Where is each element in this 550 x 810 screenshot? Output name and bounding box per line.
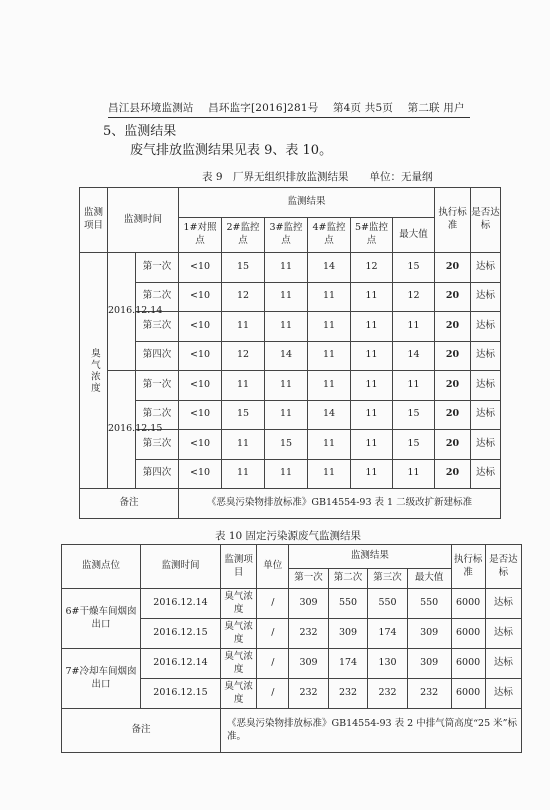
t10-value-cell: 309 [328,619,367,649]
t9-value-cell: 11 [265,282,308,312]
t9-value-cell: 11 [351,459,393,489]
t9-point: 最大值 [393,218,435,253]
t9-pass-cell: 达标 [471,282,501,312]
t9-value-cell: 12 [351,253,393,283]
t10-point-cell: 6#干燥车间烟囱出口 [62,589,141,649]
t9-value-cell: 11 [265,459,308,489]
t10-value-cell: 232 [289,679,328,709]
t9-value-cell: 14 [308,253,351,283]
t9-date-cell: 2016.12.14 [108,253,136,371]
t9-time-cell: 第一次 [136,371,179,401]
t9-value-cell: <10 [179,312,222,342]
t9-value-cell: 12 [222,341,265,371]
t10-pass-cell: 达标 [485,679,521,709]
t10-value-cell: 550 [368,589,407,619]
t9-value-cell: 11 [351,282,393,312]
t10-header-unit: 单位 [257,545,289,589]
t9-remark-label: 备注 [80,489,179,519]
t9-header-standard: 执行标准 [435,188,471,253]
t10-header-standard: 执行标准 [451,545,485,589]
t9-value-cell: <10 [179,253,222,283]
t9-value-cell: <10 [179,400,222,430]
t9-item-cell: 臭气浓度 [80,253,108,489]
t10-remark: 《恶臭污染物排放标准》GB14554-93 表 2 中排气筒高度“25 米”标准。 [221,709,522,753]
t10-unit-cell: / [257,619,289,649]
t10-value-cell: 174 [368,619,407,649]
t9-time-cell: 第四次 [136,459,179,489]
section-title: 5、监测结果 [103,124,177,139]
t9-value-cell: 12 [393,282,435,312]
t10-point-cell: 7#冷却车间烟囱出口 [62,649,141,709]
t9-time-cell: 第二次 [136,282,179,312]
t9-point: 4#监控点 [308,218,351,253]
t9-time-cell: 第三次 [136,312,179,342]
table9-row [80,341,501,371]
t9-value-cell: 14 [308,400,351,430]
t9-value-cell: 14 [265,341,308,371]
t9-value-cell: 11 [393,459,435,489]
t9-pass-cell: 达标 [471,400,501,430]
t10-header-item: 监测项目 [221,545,257,589]
t9-time-cell: 第三次 [136,430,179,460]
t10-header-pass: 是否达标 [485,545,521,589]
t9-standard-cell: 20 [435,341,471,371]
t10-value-cell: 550 [407,589,451,619]
header-org: 昌江县环境监测站 [108,102,194,114]
t10-standard-cell: 6000 [451,649,485,679]
t9-standard-cell: 20 [435,459,471,489]
t10-value-cell: 550 [328,589,367,619]
section-intro: 废气排放监测结果见表 9、表 10。 [130,143,333,158]
t9-standard-cell: 20 [435,400,471,430]
t10-standard-cell: 6000 [451,589,485,619]
table10 [61,544,522,753]
t9-pass-cell: 达标 [471,312,501,342]
t9-pass-cell: 达标 [471,341,501,371]
t10-item-cell: 臭气浓度 [221,649,257,679]
t10-time-cell: 2016.12.15 [140,679,220,709]
t9-value-cell: <10 [179,430,222,460]
t9-header-time: 监测时间 [108,188,179,253]
t10-sub-header: 第一次 [289,569,328,589]
table9-caption: 表 9 厂界无组织排放监测结果 单位：无量纲 [202,171,433,183]
t10-time-cell: 2016.12.14 [140,589,220,619]
table9 [79,187,501,519]
t9-value-cell: 11 [265,371,308,401]
t9-value-cell: 11 [265,312,308,342]
t9-value-cell: 11 [308,459,351,489]
t9-value-cell: 11 [351,400,393,430]
t9-time-cell: 第四次 [136,341,179,371]
table10-row [62,649,522,679]
t9-point: 5#监控点 [351,218,393,253]
t9-value-cell: <10 [179,459,222,489]
t9-value-cell: 11 [222,459,265,489]
t10-value-cell: 232 [328,679,367,709]
t10-unit-cell: / [257,589,289,619]
t9-value-cell: 15 [222,253,265,283]
t9-pass-cell: 达标 [471,459,501,489]
page-header [108,100,470,118]
t10-standard-cell: 6000 [451,679,485,709]
t9-standard-cell: 20 [435,253,471,283]
t9-value-cell: 11 [351,371,393,401]
t10-value-cell: 309 [407,619,451,649]
header-page: 第4页 共5页 [332,102,394,114]
t9-standard-cell: 20 [435,371,471,401]
t9-value-cell: 11 [308,341,351,371]
t9-value-cell: 11 [222,371,265,401]
t9-header-pass: 是否达标 [471,188,501,253]
t10-value-cell: 232 [368,679,407,709]
t10-pass-cell: 达标 [485,649,521,679]
t9-standard-cell: 20 [435,282,471,312]
t10-item-cell: 臭气浓度 [221,619,257,649]
t9-value-cell: 15 [393,430,435,460]
t9-standard-cell: 20 [435,312,471,342]
t9-value-cell: 15 [393,253,435,283]
t10-pass-cell: 达标 [485,589,521,619]
t9-value-cell: <10 [179,341,222,371]
t10-value-cell: 174 [328,649,367,679]
t9-value-cell: 15 [222,400,265,430]
t9-value-cell: 14 [393,341,435,371]
t9-value-cell: 11 [222,312,265,342]
t9-value-cell: 11 [222,430,265,460]
t9-value-cell: <10 [179,371,222,401]
t9-time-cell: 第二次 [136,400,179,430]
t10-item-cell: 臭气浓度 [221,589,257,619]
t9-pass-cell: 达标 [471,253,501,283]
t9-point: 1#对照点 [179,218,222,253]
header-doc-no: 昌环监字[2016]281号 [208,102,319,114]
t10-unit-cell: / [257,679,289,709]
t9-pass-cell: 达标 [471,430,501,460]
t10-value-cell: 309 [289,649,328,679]
t10-unit-cell: / [257,649,289,679]
table10-caption: 表 10 固定污染源废气监测结果 [215,530,362,542]
t9-standard-cell: 20 [435,430,471,460]
t9-value-cell: 11 [393,312,435,342]
t10-value-cell: 309 [407,649,451,679]
t9-value-cell: 11 [393,371,435,401]
t10-sub-header: 第二次 [328,569,367,589]
t10-item-cell: 臭气浓度 [221,679,257,709]
t9-time-cell: 第一次 [136,253,179,283]
t9-value-cell: 12 [222,282,265,312]
t9-pass-cell: 达标 [471,371,501,401]
t9-value-cell: 11 [265,253,308,283]
t9-point: 2#监控点 [222,218,265,253]
t9-value-cell: 11 [265,400,308,430]
t9-date-cell: 2016.12.15 [108,371,136,489]
t10-header-time: 监测时间 [140,545,220,589]
t10-header-point: 监测点位 [62,545,141,589]
t9-value-cell: 11 [351,312,393,342]
t10-pass-cell: 达标 [485,619,521,649]
t9-value-cell: 11 [351,430,393,460]
t10-value-cell: 130 [368,649,407,679]
t10-time-cell: 2016.12.14 [140,649,220,679]
t10-value-cell: 232 [407,679,451,709]
t10-time-cell: 2016.12.15 [140,619,220,649]
t9-remark: 《恶臭污染物排放标准》GB14554-93 表 1 二级改扩新建标准 [179,489,501,519]
t9-value-cell: 11 [308,371,351,401]
t9-value-cell: 15 [265,430,308,460]
t9-point: 3#监控点 [265,218,308,253]
t10-standard-cell: 6000 [451,619,485,649]
t9-header-item: 监测项目 [80,188,108,253]
t9-value-cell: 11 [351,341,393,371]
t9-value-cell: 11 [308,282,351,312]
t10-remark-label: 备注 [62,709,221,753]
t10-header-results: 监测结果 [289,545,451,569]
t10-value-cell: 232 [289,619,328,649]
table9-row [80,459,501,489]
t9-value-cell: 11 [308,312,351,342]
t9-value-cell: 15 [393,400,435,430]
t9-value-cell: 11 [308,430,351,460]
t10-sub-header: 第三次 [368,569,407,589]
table10-row [62,589,522,619]
t9-header-results: 监测结果 [179,188,435,218]
table9-row [80,253,501,283]
t10-value-cell: 309 [289,589,328,619]
table9-row [80,371,501,401]
header-copy: 第二联 用户 [407,102,465,114]
t9-value-cell: <10 [179,282,222,312]
t10-sub-header: 最大值 [407,569,451,589]
